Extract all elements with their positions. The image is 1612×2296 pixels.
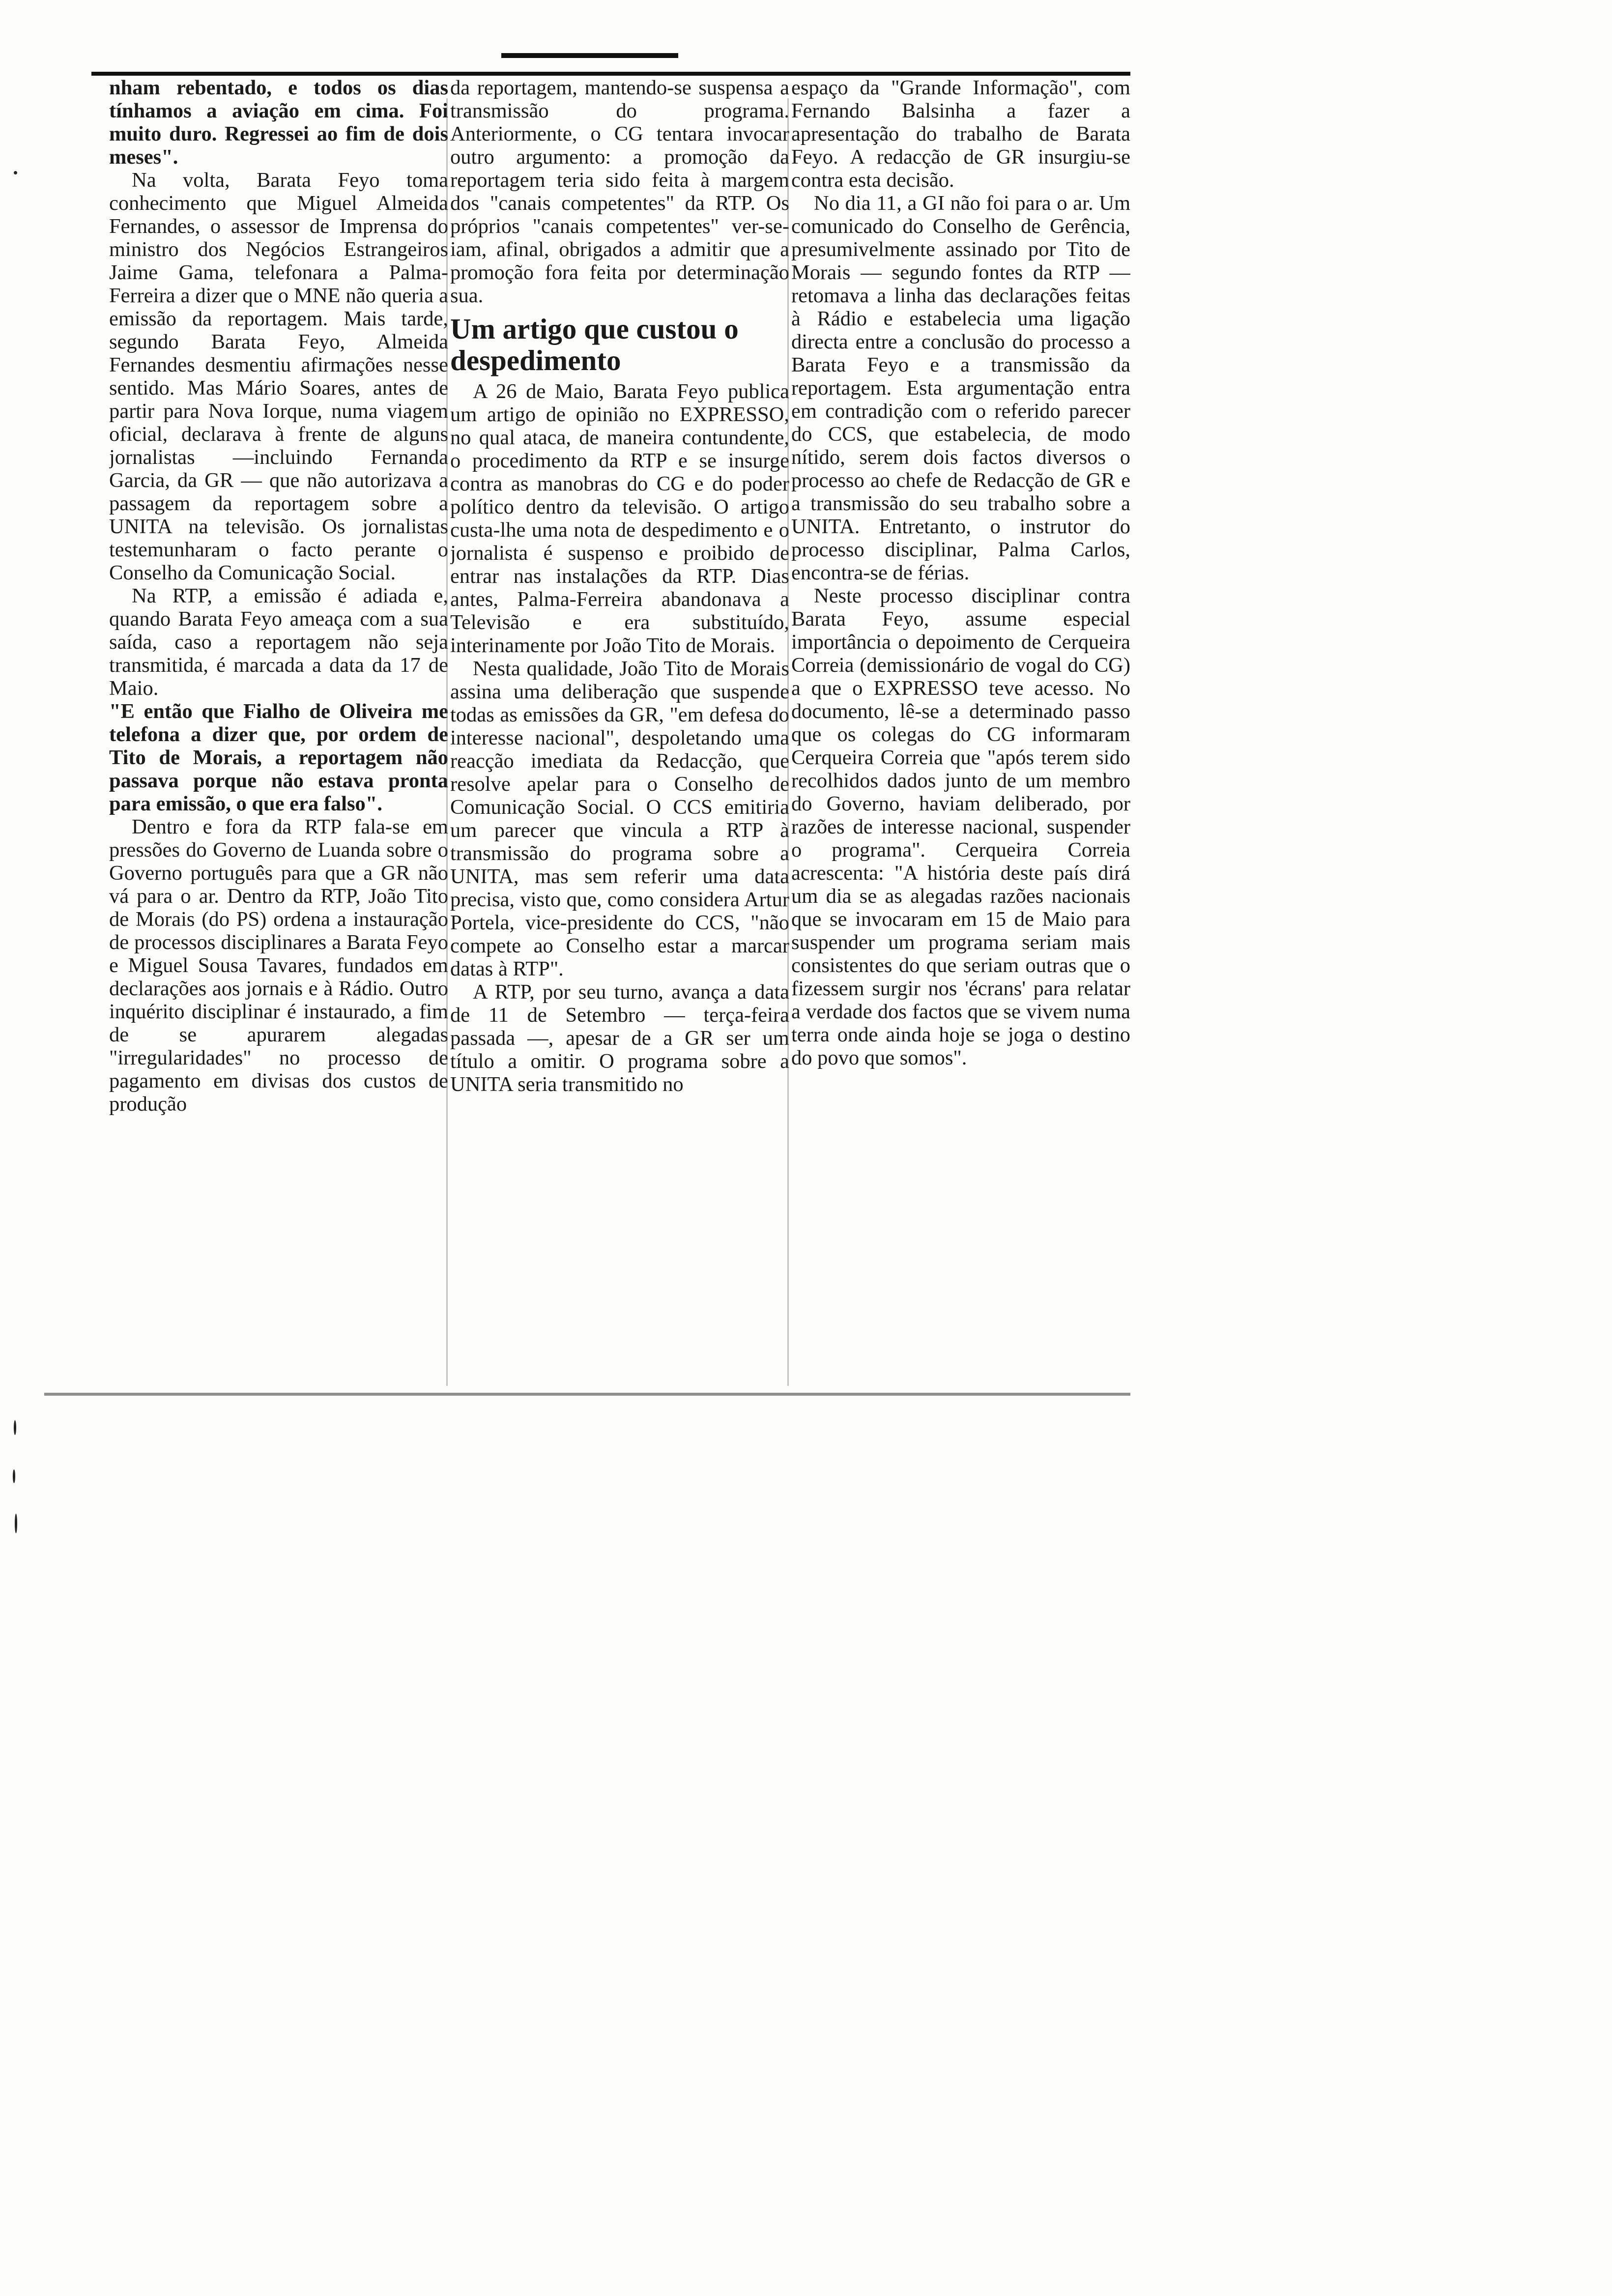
section-heading: Um artigo que custou o despedimento — [450, 313, 739, 376]
scan-speck — [15, 1514, 17, 1533]
paragraph: da reportagem, mantendo-se suspensa a transmissão do programa. Anteriormente, o CG tentara invocar outro argumento: a promoção da reportagem teria sido feita à margem dos "canais competentes" da RTP. Os próprios "canais competentes" ver-se-iam, afinal, obrigados a admitir que a promoção fora feita por determinação sua. — [450, 76, 789, 307]
scan-speck — [14, 171, 17, 174]
column-2-body — [450, 380, 789, 1096]
paragraph: Dentro e fora da RTP fala-se em pressões do Governo de Luanda sobre o Governo português para que a GR não vá para o ar. Dentro da RTP, João Tito de Morais (do PS) ordena a instauração de processos disciplinares a Barata Feyo e Miguel Sousa Tavares, fundados em declarações aos jornais e à Rádio. Outro inquérito disciplinar é instaurado, a fim de se apurarem alegadas "irregularidades" no processo de pagamento em divisas dos custos de produção — [109, 815, 448, 1116]
scan-speck — [14, 1420, 16, 1435]
clipping-bottom-edge — [44, 1393, 1130, 1396]
column-gutter — [787, 98, 789, 1386]
paragraph: Neste processo disciplinar contra Barata Feyo, assume especial importância o depoimento de Cerqueira Correia (demissionário de vogal do CG) a que o EXPRESSO teve acesso. No documento, lê-se a determinado passo que os colegas do CG informaram Cerqueira Correia que "após terem sido recolhidos dados junto de um membro do Governo, haviam deliberado, por razões de interesse nacional, suspender o programa". Cerqueira Correia acrescenta: "A história deste país dirá um dia se as alegadas razões nacionais que se invocaram em 15 de Maio para suspender um programa seriam mais consistentes do que seriam outras que o fizessem surgir nos 'écrans' para relatar a verdade dos factos que se vivem numa terra onde ainda hoje se joga o destino do povo que somos". — [791, 584, 1130, 1069]
paragraph: nham rebentado, e todos os dias tínhamos a aviação em cima. Foi muito duro. Regressei ao fim de dois meses". — [109, 76, 448, 169]
paragraph: A RTP, por seu turno, avança a data de 11 de Setembro — terça-feira passada —, apesar de a GR ser um título a omitir. O programa sobre a UNITA seria transmitido no — [450, 980, 789, 1096]
column-3 — [791, 76, 1130, 1393]
paragraph: Nesta qualidade, João Tito de Morais assina uma deliberação que suspende todas as emissões da GR, "em defesa do interesse nacional", despoletando uma reacção imediata da Redacção, que resolve apelar para o Conselho de Comunicação Social. O CCS emitiria um parecer que vincula a RTP à transmissão do programa sobre a UNITA, mas sem referir uma data precisa, visto que, como considera Artur Portela, vice-presidente do CCS, "não compete ao Conselho estar a marcar datas à RTP". — [450, 657, 789, 980]
paragraph: No dia 11, a GI não foi para o ar. Um comunicado do Conselho de Gerência, presumivelmente assinado por Tito de Morais — segundo fontes da RTP — retomava a linha das declarações feitas à Rádio e estabelecia uma ligação directa entre a conclusão do processo a Barata Feyo e a transmissão da reportagem. Esta argumentação entra em contradição com o referido parecer do CCS, que estabelecia, de modo nítido, serem dois factos diversos o processo ao chefe de Redacção de GR e a transmissão do seu trabalho sobre a UNITA. Entretanto, o instrutor do processo disciplinar, Palma Carlos, encontra-se de férias. — [791, 192, 1130, 584]
scan-speck — [13, 1469, 15, 1483]
paragraph: A 26 de Maio, Barata Feyo publica um artigo de opinião no EXPRESSO, no qual ataca, de maneira contundente, o procedimento da RTP e se insurge contra as manobras do CG e do poder político dentro da televisão. O artigo custa-lhe uma nota de despedimento e o jornalista é suspenso e proibido de entrar nas instalações da RTP. Dias antes, Palma-Ferreira abandonava a Televisão e era substituído, interinamente por João Tito de Morais. — [450, 380, 789, 657]
paragraph: "E então que Fialho de Oliveira me telefona a dizer que, por ordem de Tito de Morais, a reportagem não passava porque não estava pronta para emissão, o que era falso". — [109, 700, 448, 815]
paragraph: Na RTP, a emissão é adiada e, quando Barata Feyo ameaça com a sua saída, caso a reportagem não seja transmitida, é marcada a data da 17 de Maio. — [109, 584, 448, 700]
column-1 — [109, 76, 448, 1393]
column-gutter — [446, 98, 448, 1386]
masthead-rule-stub — [501, 53, 678, 58]
top-rule — [91, 72, 1130, 76]
paragraph: espaço da "Grande Informação", com Fernando Balsinha a fazer a apresentação do trabalho de Barata Feyo. A redacção de GR insurgiu-se contra esta decisão. — [791, 76, 1130, 192]
column-2 — [450, 76, 789, 1393]
paragraph: Na volta, Barata Feyo toma conhecimento que Miguel Almeida Fernandes, o assessor de Imprensa do ministro dos Negócios Estrangeiros Jaime Gama, telefonara a Palma-Ferreira a dizer que o MNE não queria a emissão da reportagem. Mais tarde, segundo Barata Feyo, Almeida Fernandes desmentiu afirmações nesse sentido. Mas Mário Soares, antes de partir para Nova Iorque, numa viagem oficial, declarava à frente de alguns jornalistas —incluindo Fernanda Garcia, da GR — que não autorizava a passagem da reportagem sobre a UNITA na televisão. Os jornalistas testemunharam o facto perante o Conselho da Comunicação Social. — [109, 169, 448, 584]
column-2-lead — [450, 76, 789, 307]
